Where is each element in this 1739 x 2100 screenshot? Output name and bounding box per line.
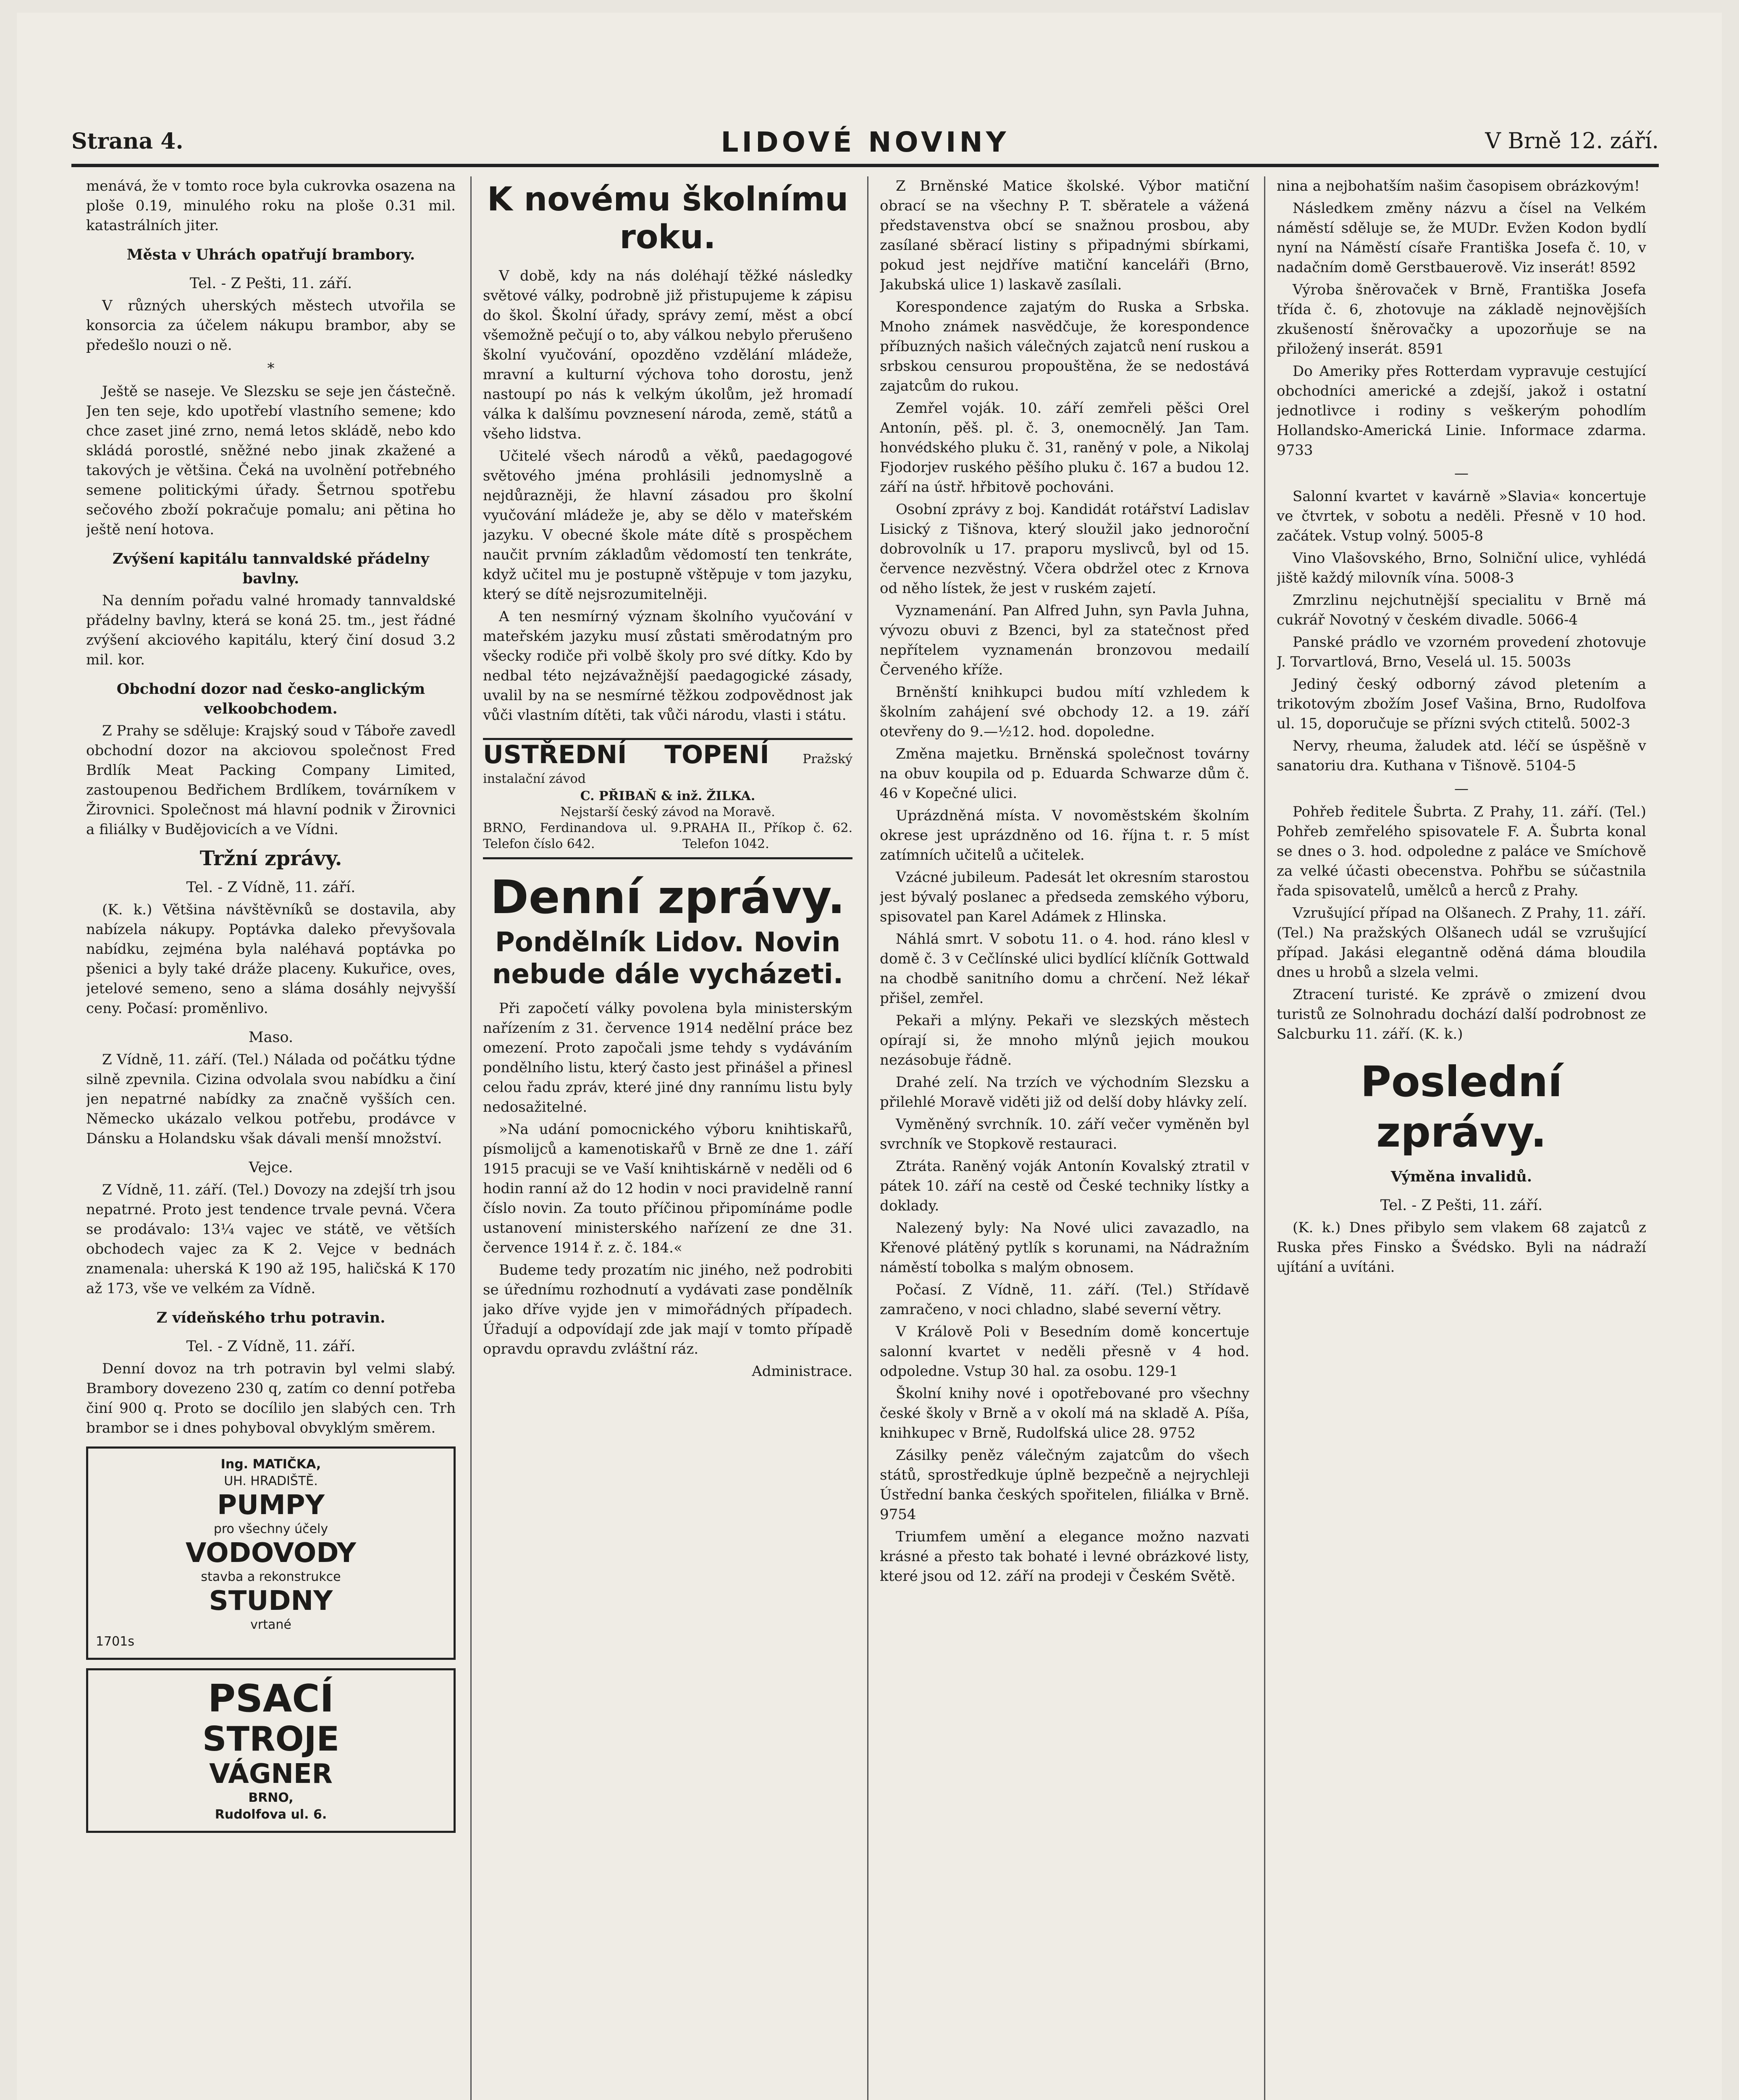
- article-heading: Tržní zprávy.: [199, 847, 342, 870]
- advertisement-heating: [483, 738, 852, 859]
- news-item: Pekaři a mlýny. Pekaři ve slezských městech opírají si, že mnoho mlýnů jejich moukou nezásobuje řádně.: [880, 1012, 1249, 1068]
- ad-company: Ing. MATIČKA,: [220, 1457, 321, 1472]
- news-item: Salonní kvartet v kavárně »Slavia« koncertuje ve čtvrtek, v sobotu a neděli. Přesně v 10 hod. začátek. Vstup volný. 5005-8: [1277, 488, 1646, 544]
- ad-line: VODOVODY: [185, 1538, 357, 1569]
- sub-heading: Maso.: [248, 1029, 294, 1046]
- separator: —: [1454, 780, 1469, 797]
- issue-date: V Brně 12. září.: [1485, 129, 1659, 154]
- ad-subtitle: Pražský instalační závod: [483, 752, 852, 786]
- ad-line: PUMPY: [217, 1490, 325, 1521]
- ad-title: USTŘEDNÍ TOPENÍ: [483, 740, 769, 769]
- newspaper-title: LIDOVÉ NOVINY: [721, 126, 1010, 158]
- ad-line: vrtané: [250, 1617, 291, 1632]
- dateline: Tel. - Z Pešti, 11. září.: [189, 275, 352, 292]
- news-item: Vzácné jubileum. Padesát let okresním starostou jest bývalý poslanec a předseda zemského výboru, spisovatel pan Karel Adámek z Hlinska.: [880, 869, 1249, 925]
- news-item: Zásilky peněz válečným zajatcům do všech států, sprostředkuje úplně bezpečně a nejrychleji Ústřední banka českých spořitelen, filiálka v Brně. 9754: [880, 1447, 1249, 1523]
- news-item: Zmrzlinu nejchutnější specialitu v Brně má cukrář Novotný v českém divadle. 5066-4: [1277, 592, 1646, 628]
- article-headline: Pondělník Lidov. Novin nebude dále vycházeti.: [492, 927, 844, 990]
- ad-address: BRNO, Ferdinandova ul. 9. Telefon číslo 642.: [483, 821, 682, 851]
- ad-town: UH. HRADIŠTĚ.: [224, 1474, 318, 1488]
- section-title: Poslední zprávy.: [1360, 1057, 1563, 1157]
- ad-line: stavba a rekonstrukce: [201, 1570, 341, 1584]
- news-item: (K. k.) Dnes přibylo sem vlakem 68 zajatců z Ruska přes Finsko a Švédsko. Byli na nádraží ujítání a uvítáni.: [1277, 1219, 1646, 1276]
- separator-star: *: [267, 360, 275, 377]
- news-item: Z Brněnské Matice školské. Výbor matiční obrací se na všechny P. T. sběratele a vážená představenstva obcí se snažnou prosbou, aby zasílané sběrací listiny s připadnými sbírkami, pokud jest nejdříve matiční kanceláři (Brno, Jakubská ulice 1) laskavě zasílali.: [880, 178, 1249, 293]
- article-heading: Zvýšení kapitálu tannvaldské přádelny bavlny.: [113, 550, 429, 587]
- section-title: Denní zprávy.: [490, 870, 845, 924]
- ad-code: 1701s: [96, 1634, 134, 1649]
- column-4: [1277, 176, 1646, 2100]
- dateline: Tel. - Z Vídně, 11. září.: [186, 1338, 356, 1355]
- column-1: [86, 176, 456, 2100]
- article-text: (K. k.) Většina návštěvníků se dostavila, aby nabízela nákupy. Poptávka daleko převyšovala nabídku, zejména byla naléhavá poptávka po pšenici a byly také dráže placeny. Kukuřice, oves, jetelové semeno, seno a sláma dosáhly nejvyšší ceny. Počasí: proměnlivo.: [86, 901, 456, 1017]
- advertisement-typewriters: [86, 1668, 456, 1833]
- ad-line: STUDNY: [209, 1586, 333, 1617]
- news-item: Panské prádlo ve vzorném provedení zhotovuje J. Torvartlová, Brno, Veselá ul. 15. 5003s: [1277, 634, 1646, 670]
- news-item: Vyměněný svrchník. 10. září večer vyměněn byl svrchník ve Stopkově restauraci.: [880, 1116, 1249, 1152]
- article-text: A ten nesmírný význam školního vyučování v mateřském jazyku musí zůstati směrodatným pro všecky rodiče při volbě školy pro své dítky. Kdo by nedbal této nejzávažnější paedagogické zásady, uvalil by na se nesmírné těžkou zodpovědnost jak vůči vlastním dítěti, tak vůči národu, vlasti i státu.: [483, 608, 852, 724]
- article-text: Na denním pořadu valné hromady tannvaldské přádelny bavlny, která se koná 25. tm., jest řádné zvýšení akciového kapitálu, který činí dosud 3.2 mil. kor.: [86, 592, 456, 668]
- signature: Administrace.: [752, 1363, 852, 1380]
- ad-address: PRAHA II., Příkop č. 62. Telefon 1042.: [682, 821, 852, 851]
- news-item: V Králově Poli v Besedním domě koncertuje salonní kvartet v neděli přesně v 4 hod. odpoledne. Vstup 30 hal. za osobu. 129-1: [880, 1323, 1249, 1380]
- dateline: Tel. - Z Pešti, 11. září.: [1380, 1197, 1543, 1214]
- news-item: Zemřel voják. 10. září zemřeli pěšci Orel Antonín, pěš. pl. č. 3, onemocnělý. Jan Tam. honvédského pluku č. 31, raněný v pole, a Nikolaj Fjodorjev ruského pěšího pluku č. 167 a budou 12. září na ústř. hřbitově pochováni.: [880, 400, 1249, 496]
- news-item: Ztráta. Raněný voják Antonín Kovalský ztratil v pátek 10. září na cestě od České techniky lístky a doklady.: [880, 1158, 1249, 1214]
- news-item: Korespondence zajatým do Ruska a Srbska. Mnoho známek nasvědčuje, že korespondence příbuzných našich válečných zajatců není ruskou a srbskou censurou propouštěna, že se nedostává zajatcům do rukou.: [880, 299, 1249, 394]
- news-item: Vyznamenání. Pan Alfred Juhn, syn Pavla Juhna, vývozu obuvi z Bzenci, byl za statečnost před nepřítelem vyznamenán bronzovou medailí Červeného kříže.: [880, 602, 1249, 678]
- news-item: Pohřeb ředitele Šubrta. Z Prahy, 11. září. (Tel.) Pohřeb zemřelého spisovatele F. A. Šubrta konal se dnes o 3. hod. odpoledne z paláce ve Smíchově za velké účasti obecenstva. Pohřbu se súčastnila řada spisovatelů, umělců a herců z Prahy.: [1277, 803, 1646, 899]
- article-heading: Z vídeňského trhu potravin.: [156, 1309, 386, 1326]
- ad-line: VÁGNER: [209, 1759, 333, 1790]
- news-item: Brněnští knihkupci budou mítí vzhledem k školním zahájení své obchody 12. a 19. září otevřeny do 9.—½12. hod. dopoledne.: [880, 684, 1249, 740]
- ad-line: PSACÍ: [208, 1677, 334, 1721]
- article-text: »Na udání pomocnického výboru knihtiskařů, písmolijců a kamenotiskařů v Brně ze dne 1. září 1915 pracuji se ve Vaší knihtiskárně v neděli od 6 hodin ranní až do 12 hodin v noci pravidelně ranní číslo novin. Za touto příčinou připomínáme podle ustanovení ministerského nařízení ze dne 31. července 1914 ř. z. č. 184.«: [483, 1121, 852, 1256]
- column-2: [483, 176, 852, 2100]
- article-text: Z Vídně, 11. září. (Tel.) Dovozy na zdejší trh jsou nepatrné. Proto jest tendence trvale pevná. Včera se prodávalo: 13¼ vajec ve státě, ve větších obchodech vajec za K 2. Vejce v bednách znamenala: uherská K 190 až 195, haličská K 170 až 173, vše ve velkém za Vídně.: [86, 1181, 456, 1297]
- advertisement-pumps: [86, 1446, 456, 1660]
- article-text: Z Prahy se sděluje: Krajský soud v Táboře zavedl obchodní dozor na akciovou společnost Fred Brdlík Meat Packing Company Limited, zastoupenou Bedřichem Brdlíkem, továrníkem v Žirovnici. Společnost má hlavní podnik v Žirovnici a filiálky v Budějovicích a ve Vídni.: [86, 722, 456, 838]
- column-3: [880, 176, 1249, 2100]
- masthead: [71, 126, 1659, 167]
- ad-line: Rudolfova ul. 6.: [215, 1807, 327, 1822]
- article-text: V různých uherských městech utvořila se konsorcia za účelem nákupu brambor, aby se předešlo nouzi o ně.: [86, 297, 456, 354]
- news-item: Následkem změny názvu a čísel na Velkém náměstí sděluje se, že MUDr. Evžen Kodon bydlí nyní na Náměstí císaře Františka Josefa č. 10, v nadačním domě Gerstbauerově. Viz inserát! 8592: [1277, 200, 1646, 276]
- article-text: Učitelé všech národů a věků, paedagogové světového jména prohlásili jednomyslně a nejdůrazněji, že hlavní zásadou pro školní vyučování mládeže je, aby se dělo v mateřském jazyku. V obecné škole máte dítě s prospěchem naučit prvním základům vědomostí ten tenkráte, když učitel mu je postupně vštěpuje v tom jazyku, který se dítě nejsrozumitelněji.: [483, 448, 852, 603]
- news-item: Ztracení turisté. Ke zprávě o zmizení dvou turistů ze Solnohradu dochází další podrobnost ze Salcburku 11. září. (K. k.): [1277, 986, 1646, 1042]
- ad-line: STROJE: [202, 1719, 340, 1759]
- news-item: Uprázdněná místa. V novoměstském školním okrese jest uprázdněno od 16. října t. r. 5 míst zatímních učitelů a učitelek.: [880, 807, 1249, 864]
- news-item: Školní knihy nové i opotřebované pro všechny české školy v Brně a v okolí má na skladě A. Píša, knihkupec v Brně, Rudolfská ulice 28. 9752: [880, 1385, 1249, 1441]
- news-item: Drahé zelí. Na trzích ve východním Slezsku a přilehlé Moravě viděti již od delší doby hlávky zelí.: [880, 1074, 1249, 1110]
- column-divider: [867, 176, 868, 2100]
- article-text: Ještě se naseje. Ve Slezsku se seje jen částečně. Jen ten seje, kdo upotřebí vlastního semene; kdo chce zaset jiné zrno, nemá letos skládě, nebo kdo skládá porostlé, sněžné nebo jinak zkažené a takových je většina. Čeká na uvolnění potřebného semene politickými úřady. Šetrnou spotřebu sečového zboží pokračuje pomalu; ani pětina ho ještě není hotova.: [86, 383, 456, 538]
- sub-heading: Vejce.: [249, 1159, 293, 1176]
- article-headline: K novému školnímu roku.: [487, 181, 849, 256]
- ad-line: Nejstarší český závod na Moravě.: [560, 805, 775, 819]
- article-text: V době, kdy na nás doléhají těžké následky světové války, podrobně již přistupujeme k zápisu do škol. Školní úřady, správy zemí, měst a obcí všemožně pečují o to, aby válkou nebylo přerušeno školní vyučování, opozděno vzdělání mládeže, mravní a kulturní výchova toho dorostu, jenž nastoupí po nás k velkým úkolům, jež hromadí válka k dalšímu povznesení národa, země, států a všeho lidstva.: [483, 268, 852, 442]
- article-heading: Města v Uhrách opatřují brambory.: [126, 246, 415, 263]
- article-text: Denní dovoz na trh potravin byl velmi slabý. Brambory dovezeno 230 q, zatím co denní potřeba činí 900 q. Proto se docílilo jen slabých cen. Trh brambor se i dnes pohyboval obvyklým směrem.: [86, 1360, 456, 1436]
- column-divider: [470, 176, 472, 2100]
- news-item: Počasí. Z Vídně, 11. září. (Tel.) Střídavě zamračeno, v noci chladno, slabé severní větry.: [880, 1281, 1249, 1318]
- article-heading: Obchodní dozor nad česko-anglickým velkoobchodem.: [116, 680, 425, 717]
- news-item: Nervy, rheuma, žaludek atd. léčí se úspěšně v sanatoriu dra. Kuthana v Tišnově. 5104-5: [1277, 738, 1646, 774]
- news-item: Do Ameriky přes Rotterdam vypravuje cestující obchodníci americké a zdejší, jakož i ostatní jednotlivce i rodiny s veškerým pohodlím Hollandsko-Americká Linie. Informace zdarma. 9733: [1277, 363, 1646, 459]
- dateline: Tel. - Z Vídně, 11. září.: [186, 879, 356, 896]
- news-item: Vino Vlašovského, Brno, Solniční ulice, vyhlédá jiště každý milovník vína. 5008-3: [1277, 550, 1646, 586]
- article-text: Budeme tedy prozatím nic jiného, než podrobiti se úřednímu rozhodnutí a vydávati zase pondělník jako dříve vyjde jen v mimořádných případech. Úřadují a odpovídají zde jak mají v tomto případě opravdu opravdu zvláštní ráz.: [483, 1262, 852, 1357]
- article-text: menává, že v tomto roce byla cukrovka osazena na ploše 0.19, minulého roku na ploše 0.31 mil. katastrálních jiter.: [86, 178, 456, 234]
- news-item: Výroba šněrovaček v Brně, Františka Josefa třída č. 6, zhotovuje na základě nejnovějších zkušeností šněrovačky a upozorňuje se na přiložený inserát. 8591: [1277, 281, 1646, 357]
- page-number: Strana 4.: [71, 129, 184, 154]
- news-item: Změna majetku. Brněnská společnost továrny na obuv koupila od p. Eduarda Schwarze dům č. 46 v Kopečné ulici.: [880, 746, 1249, 802]
- separator: —: [1454, 465, 1469, 482]
- news-item: Osobní zprávy z boj. Kandidát rotářství Ladislav Lisický z Tišnova, který sloužil jako jednoroční dobrovolník u 17. praporu myslivců, byl od 15. července nezvěstný. Včera obdržel otec z Krnova od něho lístek, že jest v ruském zajetí.: [880, 501, 1249, 597]
- article-text: Při započetí války povolena byla ministerským nařízením z 31. července 1914 nedělní práce bez omezení. Proto započali jsme tehdy s vydáváním pondělního listu, který často jest přinášel a přinesl celou řadu zpráv, které jiné dny rannímu listu byly nedosažitelné.: [483, 1000, 852, 1116]
- ad-line: pro všechny účely: [213, 1522, 328, 1536]
- news-item: Náhlá smrt. V sobotu 11. o 4. hod. ráno klesl v domě č. 3 v Cečlínské ulici bydlící klíčník Gottwald na chodbě sanitního domu a chrčení. Než lékař přišel, zemřel.: [880, 931, 1249, 1007]
- column-divider: [1264, 176, 1265, 2100]
- news-item: nina a nejbohatším našim časopisem obrázkovým!: [1277, 178, 1640, 194]
- news-item: Jediný český odborný závod pletením a trikotovým zbožím Josef Vašina, Brno, Rudolfova ul. 15, doporučuje se přízni svých ctitelů. 5002-3: [1277, 676, 1646, 732]
- article-text: Z Vídně, 11. září. (Tel.) Nálada od počátku týdne silně zpevnila. Cizina odvolala svou nabídku a činí jen nepatrné nabídky za značně vyšších cen. Německo ukázalo velkou potřebu, prodávce v Dánsku a Holandsku však dávali menší množství.: [86, 1051, 456, 1147]
- article-heading: Výměna invalidů.: [1390, 1168, 1532, 1185]
- news-item: Vzrušující případ na Olšanech. Z Prahy, 11. září. (Tel.) Na pražských Olšanech udál se vzrušující případ. Jakási elegantně oděná dáma bloudila dnes u hrobů a slzela velmi.: [1277, 905, 1646, 981]
- news-item: Triumfem umění a elegance možno nazvati krásné a přesto tak bohaté i levné obrázkové listy, které jsou od 12. září na prodeji v Českém Světě.: [880, 1528, 1249, 1585]
- ad-line: C. PŘIBAŇ & inž. ŽILKA.: [580, 789, 755, 803]
- ad-line: BRNO,: [248, 1790, 294, 1805]
- news-item: Nalezený byly: Na Nové ulici zavazadlo, na Křenové plátěný pytlík s korunami, na Nádražním náměstí tobolka s malým obnosem.: [880, 1220, 1249, 1276]
